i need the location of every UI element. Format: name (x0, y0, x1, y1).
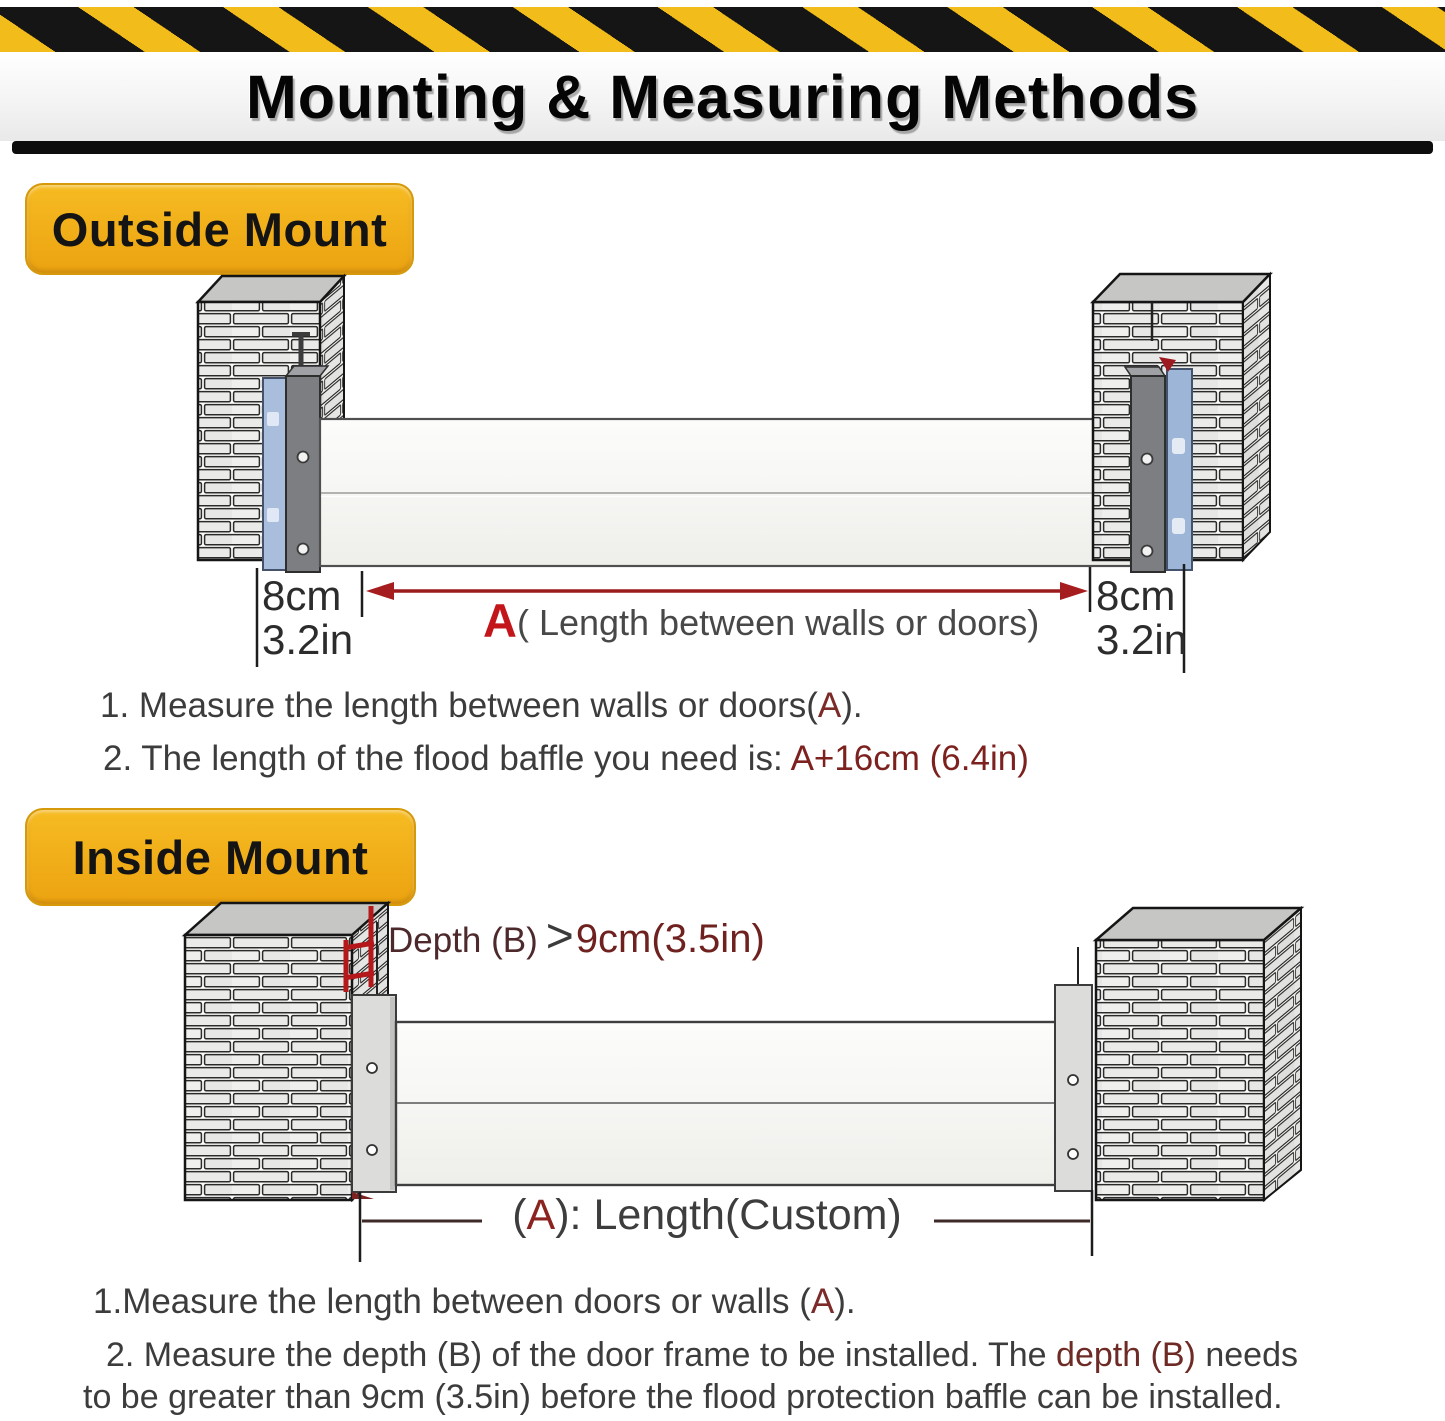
inside-mount-label-text: Inside Mount (72, 830, 369, 884)
arrow-caption (483, 594, 1040, 647)
inside-step-2-line1: 2. Measure the depth (B) of the door frame to be installed. The depth (B) needs (106, 1336, 1298, 1374)
pillar-cap (1096, 908, 1301, 940)
measurement-8cm-right-cm: 8cm (1096, 572, 1176, 619)
screw-hole (367, 1063, 377, 1073)
pillar-cap (1093, 274, 1270, 302)
title-band (0, 52, 1445, 141)
depth-caption (388, 912, 765, 962)
depth-caption-value: 9cm(3.5in) (575, 917, 765, 961)
measurement-8cm-right (1096, 574, 1187, 662)
inside-length-caption: (A): Length(Custom) (512, 1191, 902, 1239)
measurement-8cm-left-cm: 8cm (262, 572, 342, 619)
wall-rail-blue-left (263, 378, 286, 570)
mounting-bracket-left-outside (286, 366, 328, 572)
outside-step-2: 2. The length of the flood baffle you need is: A+16cm (6.4in) (103, 739, 1029, 778)
screw-hole (298, 452, 309, 463)
screw-hole (1068, 1149, 1078, 1159)
inside-mount-label (25, 808, 416, 906)
left-brick-pillar-inside (185, 903, 388, 1200)
right-brick-pillar-outside (1093, 274, 1270, 560)
caution-stripe-banner (0, 7, 1445, 52)
pillar-cap (198, 276, 344, 302)
screw-hole (298, 544, 309, 555)
screw-hole (367, 1145, 377, 1155)
red-marker (1159, 357, 1176, 372)
right-brick-pillar-inside (1096, 908, 1301, 1200)
left-brick-pillar-outside (198, 276, 344, 560)
outside-mount-label (25, 183, 414, 275)
measurement-8cm-left (262, 574, 353, 662)
screw-hole (1142, 454, 1153, 465)
mounting-bracket-right-outside (1125, 367, 1165, 572)
header-divider-bar (12, 141, 1433, 154)
flood-barrier-panel-inside (396, 1022, 1058, 1185)
outside-step-1: 1. Measure the length between walls or doors(A). (100, 686, 863, 725)
wall-rail-blue-right (1159, 357, 1192, 570)
greater-than-sign: > (545, 910, 574, 963)
depth-caption-label: Depth (B) (388, 921, 538, 960)
arrow-caption-text: ( Length between walls or doors) (516, 602, 1040, 643)
inside-step-2-line2: to be greater than 9cm (3.5in) before the flood protection baffle can be installed. (83, 1378, 1283, 1416)
flood-barrier-panel-outside (320, 419, 1131, 566)
outside-mount-label-text: Outside Mount (51, 202, 388, 256)
screw-hole (1068, 1075, 1078, 1085)
inside-step-1: 1.Measure the length between doors or walls (A). (93, 1282, 856, 1321)
mounting-rail-left-inside (352, 995, 396, 1199)
page-title: Mounting & Measuring Methods (245, 62, 1200, 131)
measurement-8cm-left-in: 3.2in (262, 616, 354, 664)
measurement-8cm-right-in: 3.2in (1096, 616, 1188, 664)
screw-hole (1142, 546, 1153, 557)
mounting-rail-right-inside (1055, 947, 1092, 1191)
arrow-caption-a: A (483, 594, 517, 647)
depth-gauge-icon (344, 906, 374, 992)
pillar-cap (185, 903, 388, 935)
